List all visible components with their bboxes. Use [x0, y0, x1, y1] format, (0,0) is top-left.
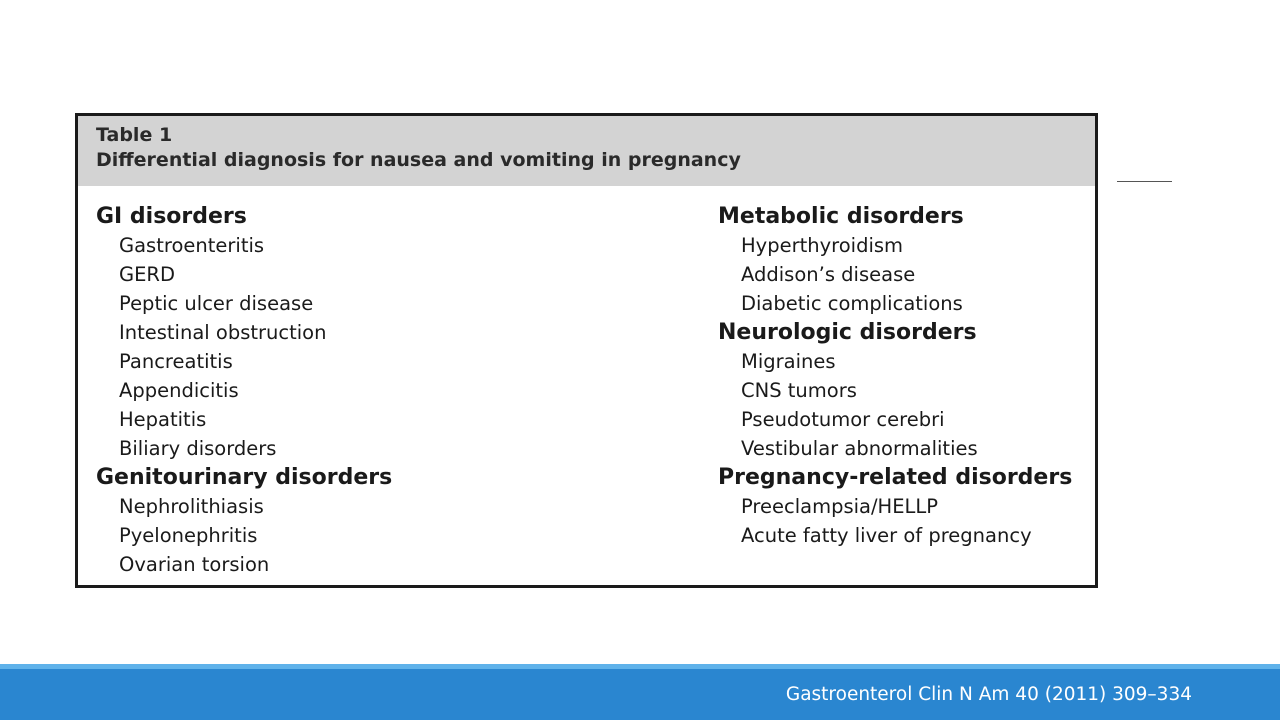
group-heading: GI disorders	[96, 204, 247, 229]
group-heading: Genitourinary disorders	[96, 465, 393, 490]
group-heading: Neurologic disorders	[718, 320, 977, 345]
table-header	[78, 116, 1095, 186]
group-gi-disorders	[96, 202, 392, 463]
list-item: Nephrolithiasis	[119, 495, 264, 518]
list-item: Pseudotumor cerebri	[741, 408, 945, 431]
list-item: Appendicitis	[119, 379, 239, 402]
list-item: Vestibular abnormalities	[741, 437, 978, 460]
list-item: Hyperthyroidism	[741, 234, 904, 257]
list-item: Hepatitis	[119, 408, 207, 431]
group-neurologic-disorders	[718, 318, 1072, 463]
list-item: Intestinal obstruction	[119, 321, 327, 344]
list-item: Gastroenteritis	[119, 234, 265, 257]
list-item: Biliary disorders	[119, 437, 277, 460]
group-genitourinary-disorders	[96, 463, 392, 579]
diagnosis-table	[75, 113, 1098, 588]
group-heading: Pregnancy-related disorders	[718, 465, 1073, 490]
list-item: Pancreatitis	[119, 350, 233, 373]
divider	[1117, 181, 1172, 182]
table-label: Table 1	[96, 124, 173, 146]
table-caption: Differential diagnosis for nausea and vomiting in pregnancy	[96, 149, 741, 171]
list-item: Preeclampsia/HELLP	[741, 495, 939, 518]
list-item: CNS tumors	[741, 379, 857, 402]
right-column	[718, 202, 1072, 550]
list-item: Addison’s disease	[741, 263, 916, 286]
list-item: Pyelonephritis	[119, 524, 258, 547]
list-item: Acute fatty liver of pregnancy	[741, 524, 1032, 547]
group-metabolic-disorders	[718, 202, 1072, 318]
group-pregnancy-related-disorders	[718, 463, 1072, 550]
list-item: Diabetic complications	[741, 292, 963, 315]
left-column	[96, 202, 392, 579]
list-item: Ovarian torsion	[119, 553, 270, 576]
list-item: Peptic ulcer disease	[119, 292, 314, 315]
list-item: Migraines	[741, 350, 836, 373]
list-item: GERD	[119, 263, 175, 286]
group-heading: Metabolic disorders	[718, 204, 964, 229]
citation-text: Gastroenterol Clin N Am 40 (2011) 309–334	[785, 684, 1192, 705]
